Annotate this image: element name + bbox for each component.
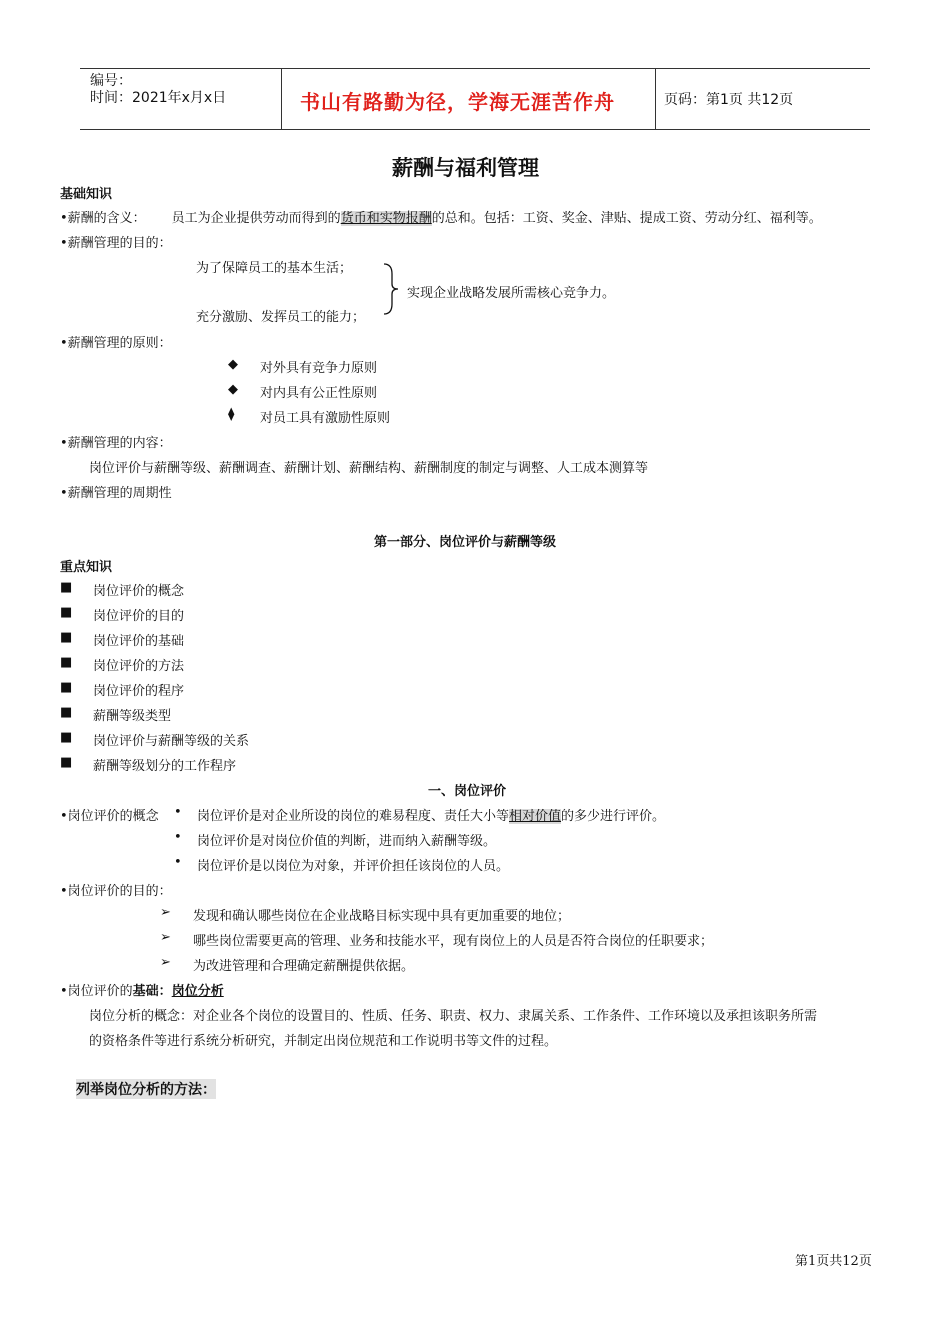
key-item: 岗位评价的基础 [93, 634, 185, 649]
concept-item: 岗位评价是对岗位价值的判断，进而纳入薪酬等级。 [197, 834, 497, 849]
key-item: 岗位评价的程序 [93, 684, 185, 699]
principle-item: 对外具有竞争力原则 [260, 361, 378, 376]
square-bullet-icon: ■ [60, 605, 73, 620]
key-item: 岗位评价的概念 [93, 584, 185, 599]
concept-label: •岗位评价的概念 [60, 809, 159, 824]
arrow-bullet-icon: ➢ [160, 930, 171, 945]
diamond-bullet-icon: ◆ [228, 357, 238, 372]
key-item: 岗位评价的方法 [93, 659, 185, 674]
key-item: 薪酬等级划分的工作程序 [93, 759, 237, 774]
goal-item: 发现和确认哪些岗位在企业战略目标实现中具有更加重要的地位； [193, 909, 571, 924]
square-bullet-icon: ■ [60, 630, 73, 645]
cycle-label: •薪酬管理的周期性 [60, 486, 172, 501]
part-title: 第一部分、岗位评价与薪酬等级 [374, 535, 557, 550]
analysis-line: 的资格条件等进行系统分析研究，并制定出岗位规范和工作说明书等文件的过程。 [89, 1034, 558, 1049]
key-item: 岗位评价的目的 [93, 609, 185, 624]
methods-heading: 列举岗位分析的方法： [76, 1079, 216, 1099]
basis-bold: 基础： [132, 984, 172, 999]
arrow-bullet-icon: ➢ [160, 955, 171, 970]
square-bullet-icon: ■ [60, 755, 73, 770]
dot-bullet-icon: • [174, 855, 182, 870]
basis-line [60, 980, 224, 999]
concept-item: 岗位评价是以岗位为对象，并评价担任该岗位的人员。 [197, 859, 510, 874]
basis-underlined: 岗位分析 [171, 984, 224, 999]
meaning-label: •薪酬的含义： [60, 211, 146, 226]
arrow-bullet-icon: ➢ [160, 905, 171, 920]
diamond-bullet-icon: ◆ [228, 382, 238, 397]
square-bullet-icon: ■ [60, 655, 73, 670]
key-item: 岗位评价与薪酬等级的关系 [93, 734, 250, 749]
basics-heading: 基础知识 [60, 187, 113, 202]
header-motto: 书山有路勤为径，学海无涯苦作舟 [300, 90, 615, 114]
section-title: 一、岗位评价 [428, 784, 507, 799]
square-bullet-icon: ■ [60, 580, 73, 595]
meaning-post: 的总和。包括：工资、奖金、津贴、提成工资、劳动分红、福利等。 [431, 211, 822, 226]
content-text: 岗位评价与薪酬等级、薪酬调查、薪酬计划、薪酬结构、薪酬制度的制定与调整、人工成本测算等 [89, 461, 649, 476]
diamond-bullet-icon: ⧫ [228, 407, 235, 422]
goal-item: 为改进管理和合理确定薪酬提供依据。 [193, 959, 415, 974]
basis-label: •岗位评价的 [60, 984, 133, 999]
purpose-result: 实现企业战略发展所需核心竞争力。 [407, 286, 616, 301]
principle-item: 对内具有公正性原则 [260, 386, 378, 401]
square-bullet-icon: ■ [60, 730, 73, 745]
brace-icon [380, 262, 400, 316]
meaning-pre: 员工为企业提供劳动而得到的 [171, 211, 341, 226]
analysis-line: 岗位分析的概念：对企业各个岗位的设置目的、性质、任务、职责、权力、隶属关系、工作条件、工作环境以及承担该职务所需 [89, 1009, 818, 1024]
header-page: 页码：第1页 共12页 [664, 92, 794, 108]
principle-label: •薪酬管理的原则： [60, 336, 172, 351]
concept-item [197, 805, 665, 824]
purpose-item: 为了保障员工的基本生活； [196, 261, 353, 276]
square-bullet-icon: ■ [60, 680, 73, 695]
key-heading: 重点知识 [60, 560, 113, 575]
header-divider [655, 68, 656, 129]
footer-page: 第1页共12页 [795, 1254, 872, 1269]
square-bullet-icon: ■ [60, 705, 73, 720]
page-title: 薪酬与福利管理 [392, 155, 539, 180]
dot-bullet-icon: • [174, 805, 182, 820]
purpose-label: •薪酬管理的目的： [60, 236, 172, 251]
meaning-highlight: 货币和实物报酬 [340, 211, 432, 226]
purpose-item: 充分激励、发挥员工的能力； [196, 310, 366, 325]
concept-highlight: 相对价值 [509, 809, 562, 824]
principle-item: 对员工具有激励性原则 [260, 411, 391, 426]
meaning-line [60, 207, 822, 226]
goal-item: 哪些岗位需要更高的管理、业务和技能水平，现有岗位上的人员是否符合岗位的任职要求； [193, 934, 714, 949]
concept-text: 的多少进行评价。 [561, 809, 666, 824]
key-item: 薪酬等级类型 [93, 709, 172, 724]
goal-label: •岗位评价的目的： [60, 884, 172, 899]
header-divider [281, 68, 282, 129]
concept-text: 岗位评价是对企业所设的岗位的难易程度、责任大小等 [197, 809, 510, 824]
header-number: 编号： [90, 73, 132, 89]
header-time: 时间：2021年x月x日 [90, 90, 227, 106]
dot-bullet-icon: • [174, 830, 182, 845]
content-label: •薪酬管理的内容： [60, 436, 172, 451]
